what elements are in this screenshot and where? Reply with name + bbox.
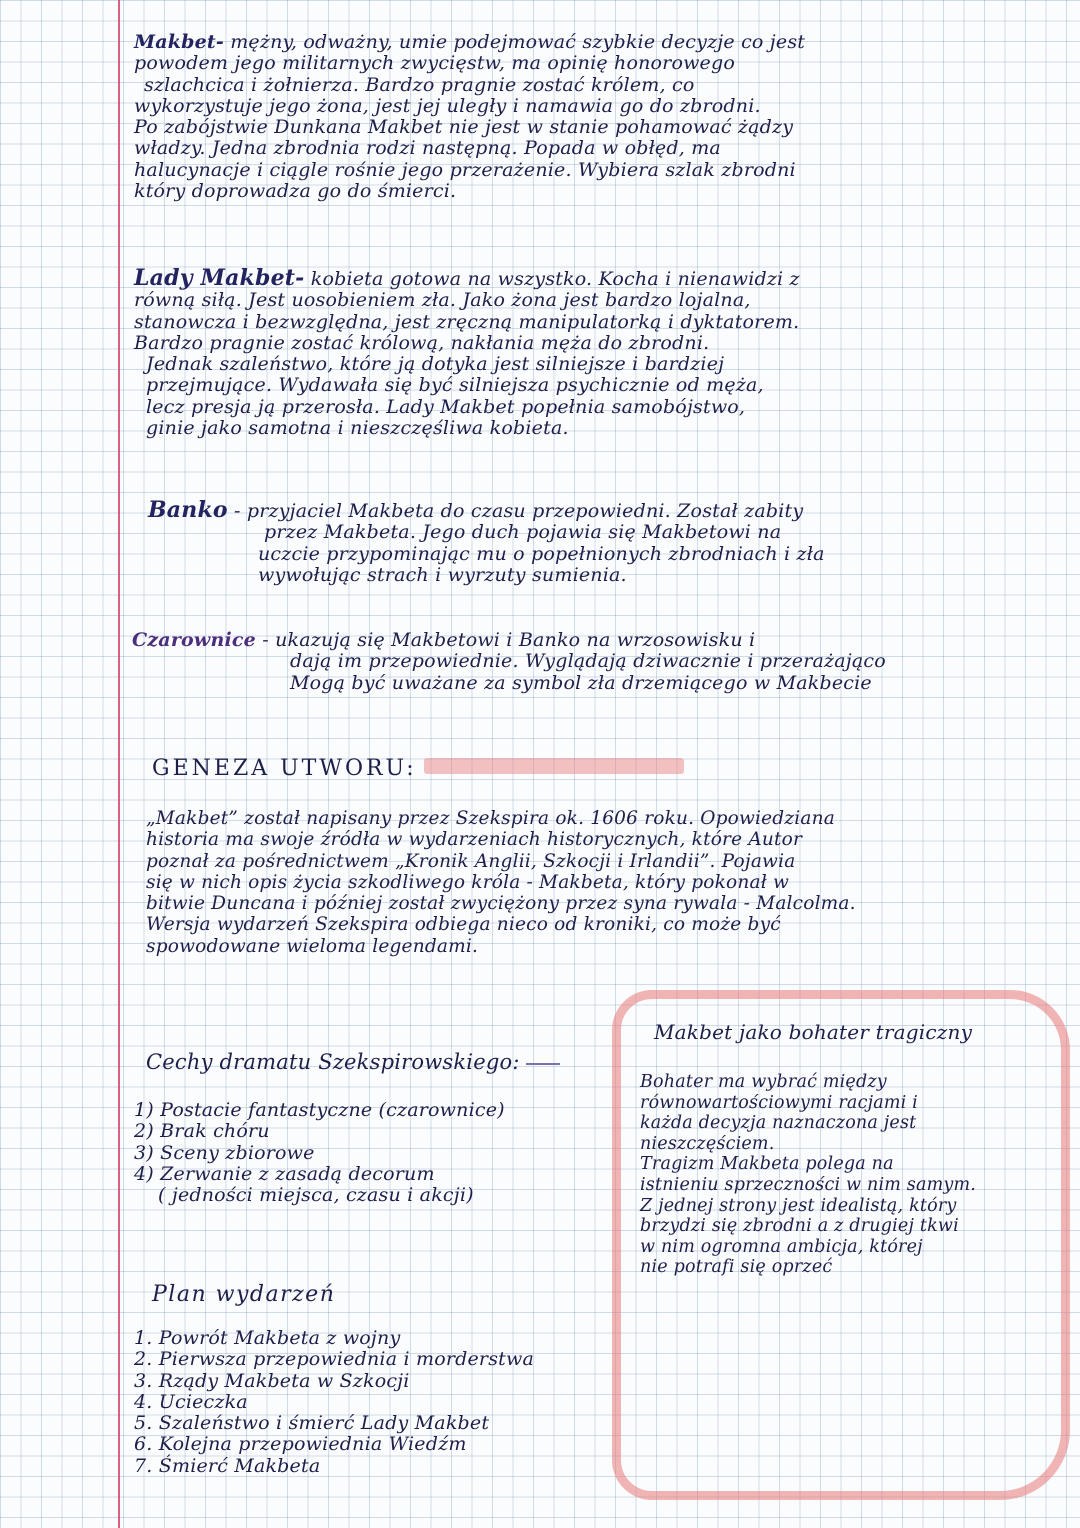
plan-title: Plan wydarzeń: [152, 1282, 336, 1307]
text-line: mężny, odważny, umie podejmować szybkie decyzje co jest: [230, 31, 806, 53]
character-name: Makbet-: [134, 31, 224, 53]
text-line: uczcie przypominając mu o popełnionych zbrodniach i zła: [258, 542, 825, 565]
tragiczny-text: [640, 1072, 976, 1278]
character-banko: [148, 497, 825, 586]
list-item: 6. Kolejna przepowiednia Wiedźm: [134, 1433, 467, 1456]
text-line: Z jednej strony jest idealistą, który: [640, 1195, 957, 1216]
dash-mark: [526, 1063, 560, 1065]
text-line: ginie jako samotna i nieszczęśliwa kobieta.: [146, 417, 569, 440]
text-line: równą siłą. Jest uosobieniem zła. Jako żona jest bardzo lojalna,: [134, 289, 751, 312]
cechy-list: [134, 1100, 505, 1206]
plan-list: [134, 1328, 534, 1477]
text-line: równowartościowymi racjami i: [640, 1092, 918, 1113]
text-line: który doprowadza go do śmierci.: [134, 180, 457, 203]
text-line: historia ma swoje źródła w wydarzeniach historycznych, które Autor: [146, 829, 803, 851]
text-line: nieszczęściem.: [640, 1133, 775, 1154]
text-line: Tragizm Makbeta polega na: [640, 1154, 894, 1175]
text-line: wywołując strach i wyrzuty sumienia.: [258, 563, 627, 586]
list-item: 3) Sceny zbiorowe: [134, 1141, 315, 1164]
list-item: 5. Szaleństwo i śmierć Lady Makbet: [134, 1412, 490, 1435]
list-item: 4) Zerwanie z zasadą decorum: [134, 1162, 435, 1185]
text-line: brzydzi się zbrodni a z drugiej tkwi: [640, 1216, 959, 1237]
list-item: 3. Rządy Makbeta w Szkocji: [134, 1369, 410, 1392]
margin-line: [118, 0, 120, 1528]
text-line: kobieta gotowa na wszystko. Kocha i nienawidzi z: [310, 268, 800, 290]
text-line: każda decyzja naznaczona jest: [640, 1113, 917, 1134]
text-line: Bohater ma wybrać między: [640, 1072, 887, 1092]
character-czarownice: [132, 630, 886, 694]
highlight-marker: [424, 758, 684, 774]
text-line: Bardzo pragnie zostać królową, nakłania męża do zbrodni.: [134, 331, 710, 354]
text-line: - przyjaciel Makbeta do czasu przepowiedni. Został zabity: [234, 500, 804, 522]
list-item: ( jedności miejsca, czasu i akcji): [158, 1184, 474, 1207]
list-item: 2) Brak chóru: [134, 1120, 270, 1143]
text-line: władzy. Jedna zbrodnia rodzi następną. Popada w obłęd, ma: [134, 137, 721, 160]
character-lady-makbet: [134, 265, 800, 440]
text-line: „Makbet” został napisany przez Szekspira ok. 1606 roku. Opowiedziana: [146, 808, 835, 829]
text-line: poznał za pośrednictwem „Kronik Anglii, Szkocji i Irlandii”. Pojawia: [146, 850, 796, 872]
list-item: 1) Postacie fantastyczne (czarownice): [134, 1099, 505, 1121]
text-line: lecz presja ją przerosła. Lady Makbet popełnia samobójstwo,: [146, 395, 746, 418]
text-line: się w nich opis życia szkodliwego króla - Makbeta, który pokonał w: [146, 871, 790, 893]
text-line: spowodowane wieloma legendami.: [146, 935, 479, 957]
text-line: stanowcza i bezwzględna, jest zręczną manipulatorką i dyktatorem.: [134, 310, 800, 333]
text-line: w nim ogromna ambicja, której: [640, 1236, 923, 1257]
text-line: przejmujące. Wydawała się być silniejsza psychicznie od męża,: [146, 374, 764, 397]
text-line: dają im przepowiednie. Wyglądają dziwacznie i przerażająco: [290, 650, 886, 673]
text-line: nie potrafi się oprzeć: [640, 1257, 833, 1278]
section-title-cechy: Cechy dramatu Szekspirowskiego:: [146, 1050, 520, 1074]
tragiczny-title: Makbet jako bohater tragiczny: [654, 1020, 973, 1044]
geneza-text: [146, 808, 856, 957]
character-name: Czarownice: [132, 629, 256, 651]
text-line: istnieniu sprzeczności w nim samym.: [640, 1174, 977, 1195]
text-line: wykorzystuje jego żona, jest jej uległy i namawia go do zbrodni.: [134, 94, 761, 117]
text-line: bitwie Duncana i później został zwyciężony przez syna rywala - Malcolma.: [146, 893, 856, 915]
cechy-title-row: [146, 1052, 560, 1073]
text-line: przez Makbeta. Jego duch pojawia się Makbetowi na: [264, 521, 782, 544]
list-item: 2. Pierwsza przepowiednia i morderstwa: [134, 1348, 534, 1371]
section-title-geneza: GENEZA UTWORU:: [152, 756, 417, 781]
character-name: Banko: [148, 497, 228, 523]
text-line: Wersja wydarzeń Szekspira odbiega nieco od kroniki, co może być: [146, 914, 781, 936]
list-item: 7. Śmierć Makbeta: [134, 1454, 321, 1477]
text-line: Po zabójstwie Dunkana Makbet nie jest w stanie pohamować żądzy: [134, 116, 794, 139]
text-line: Mogą być uważane za symbol zła drzemiącego w Makbecie: [290, 671, 872, 694]
text-line: powodem jego militarnych zwycięstw, ma opinię honorowego: [134, 52, 736, 75]
text-line: Jednak szaleństwo, które ją dotyka jest silniejsze i bardziej: [146, 353, 725, 376]
text-line: szlachcica i żołnierza. Bardzo pragnie zostać królem, co: [144, 73, 695, 96]
character-makbet: [134, 32, 805, 202]
character-name: Lady Makbet-: [134, 265, 305, 291]
list-item: 1. Powrót Makbeta z wojny: [134, 1327, 401, 1349]
text-line: halucynacje i ciągle rośnie jego przerażenie. Wybiera szlak zbrodni: [134, 158, 796, 181]
list-item: 4. Ucieczka: [134, 1390, 248, 1413]
text-line: - ukazują się Makbetowi i Banko na wrzosowisku i: [262, 629, 756, 651]
